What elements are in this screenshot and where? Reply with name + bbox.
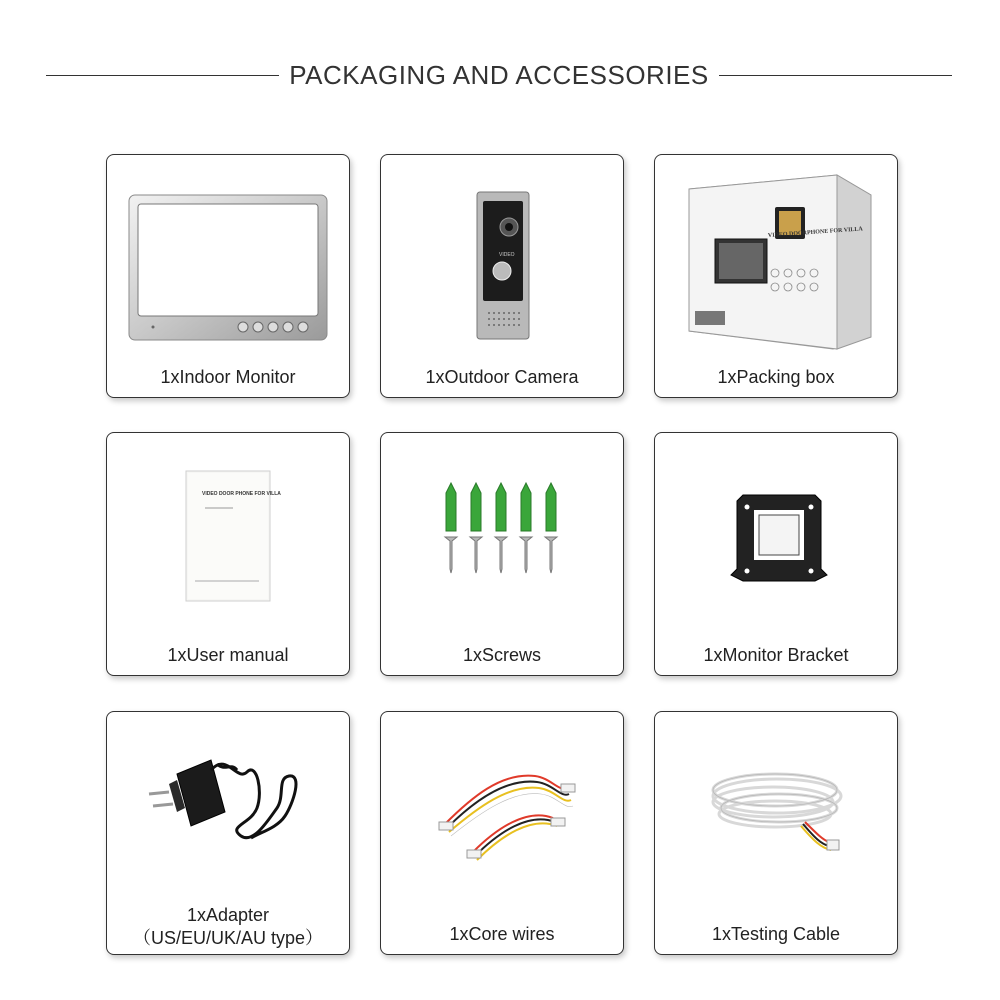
item-label: 1xUser manual: [167, 645, 289, 665]
item-label: 1xCore wires: [449, 924, 555, 944]
page-title: PACKAGING AND ACCESSORIES: [289, 59, 709, 90]
item-label: 1xTesting Cable: [711, 924, 841, 944]
item-label: 1xPacking box: [717, 367, 835, 387]
core-wires-icon: [381, 712, 625, 908]
box-printed-text: VIDEO DOORPHONE FOR VILLA: [767, 226, 863, 239]
item-card-packing-box: [654, 154, 898, 398]
header-rule-left: [46, 75, 279, 76]
item-card-screws: [380, 432, 624, 676]
item-label: 1xAdapter: [186, 905, 270, 925]
item-label: 1xMonitor Bracket: [703, 645, 849, 665]
screws-icon: [381, 433, 625, 629]
item-label: 1xScrews: [462, 645, 542, 665]
item-card-adapter: [106, 711, 350, 955]
item-label-sub: （US/EU/UK/AU type）: [132, 928, 324, 948]
item-label-block: [107, 904, 349, 950]
outdoor-camera-icon: [381, 155, 625, 351]
svg-text:VIDEO: VIDEO: [499, 252, 515, 258]
user-manual-icon: [107, 433, 351, 629]
section-header: [46, 56, 952, 94]
header-rule-right: [719, 75, 952, 76]
packing-box-icon: [655, 155, 899, 351]
item-label: 1xIndoor Monitor: [160, 367, 296, 387]
item-card-user-manual: [106, 432, 350, 676]
testing-cable-icon: [655, 712, 899, 908]
item-card-monitor-bracket: [654, 432, 898, 676]
item-card-testing-cable: [654, 711, 898, 955]
monitor-bracket-icon: [655, 433, 899, 629]
indoor-monitor-icon: [107, 155, 351, 351]
item-card-indoor-monitor: [106, 154, 350, 398]
item-label: 1xOutdoor Camera: [425, 367, 579, 387]
adapter-icon: [107, 712, 351, 890]
item-card-outdoor-camera: [380, 154, 624, 398]
item-card-core-wires: [380, 711, 624, 955]
manual-printed-text: VIDEO DOOR PHONE FOR VILLA: [202, 491, 281, 497]
